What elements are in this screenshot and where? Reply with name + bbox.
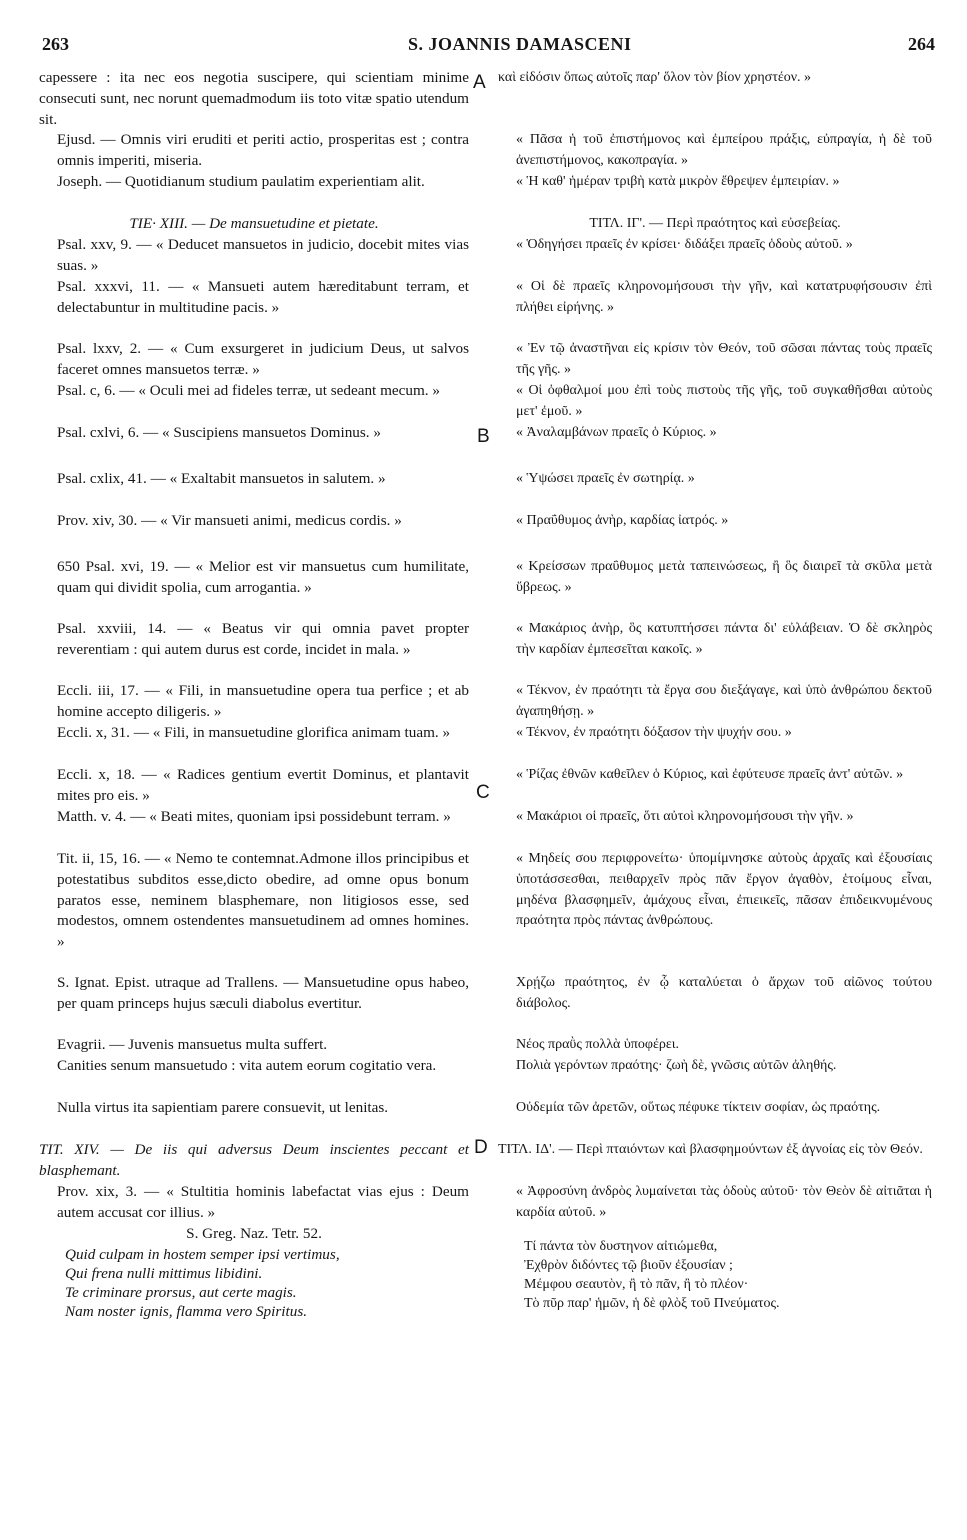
paragraph: 650 Psal. xvi, 19. — « Melior est vir mansuetus cum humilitate, quam qui dividit spolia, cum arrogantia. »: [57, 558, 469, 596]
paragraph: « Τέκνον, ἐν πραότητι τὰ ἔργα σου διεξάγαγε, καὶ ὑπὸ ἀνθρώπου δεκτοῦ ἀγαπηθήσῃ. »: [516, 683, 932, 719]
paragraph: « Κρείσσων πραΰθυμος μετὰ ταπεινώσεως, ἢ ὃς διαιρεῖ τὰ σκῦλα μετὰ ὕβρεως. »: [516, 559, 932, 595]
paragraph: capessere : ita nec eos negotia suscipere, qui scientiam minime consecuti sunt, nec norunt quemadmodum iis toto vitæ spatio utendum sit.: [39, 69, 469, 128]
paragraph: Prov. xix, 3. — « Stultitia hominis labefactat vias ejus : Deum autem accusat cor illius. »: [57, 1183, 469, 1221]
margin-marker-b: B: [477, 426, 490, 447]
paragraph: Evagrii. — Juvenis mansuetus multa suffert.: [57, 1036, 328, 1053]
page-number-left: 263: [42, 34, 69, 54]
paragraph: Οὐδεμία τῶν ἀρετῶν, οὕτως πέφυκε τίκτειν σοφίαν, ὡς πραότης.: [516, 1100, 881, 1115]
paragraph: Eccli. x, 31. — « Fili, in mansuetudine glorifica animam tuam. »: [57, 724, 451, 741]
margin-marker-a: A: [473, 72, 486, 93]
verse-line: Τὸ πῦρ παρ' ἡμῶν, ἡ δὲ φλὸξ τοῦ Πνεύματος.: [524, 1296, 780, 1311]
paragraph: Psal. cxlvi, 6. — « Suscipiens mansuetos Dominus. »: [57, 424, 381, 441]
paragraph: Psal. lxxv, 2. — « Cum exsurgeret in judicium Deus, ut salvos faceret omnes mansuetos terræ. »: [57, 340, 469, 378]
verse-line: Te criminare prorsus, aut certe magis.: [65, 1284, 297, 1301]
paragraph: « Πραΰθυμος ἀνὴρ, καρδίας ἰατρός. »: [516, 513, 729, 528]
paragraph: Χρῄζω πραότητος, ἐν ᾧ καταλύεται ὁ ἄρχων τοῦ αἰῶνος τούτου διάβολος.: [516, 975, 932, 1011]
paragraph: Eccli. x, 18. — « Radices gentium evertit Dominus, et plantavit mites pro eis. »: [57, 766, 469, 804]
paragraph: « Ἀναλαμβάνων πραεῖς ὁ Κύριος. »: [516, 425, 717, 440]
paragraph: Πολιὰ γερόντων πραότης· ζωὴ δὲ, γνῶσις αὐτῶν ἀληθής.: [516, 1058, 837, 1073]
paragraph: Psal. xxviii, 14. — « Beatus vir qui omnia pavet propter reverentiam : qui autem durus est corde, incidet in mala. »: [57, 620, 469, 658]
paragraph: « Ἀφροσύνη ἀνδρὸς λυμαίνεται τὰς ὁδοὺς αὐτοῦ· τὸν Θεὸν δὲ αἰτιᾶται ἡ καρδία αὐτοῦ. »: [516, 1184, 932, 1220]
section-title: TIT. XIV. — De iis qui adversus Deum inscientes peccant et blasphemant.: [39, 1141, 469, 1179]
paragraph: Psal. xxv, 9. — « Deducet mansuetos in judicio, docebit mites vias suas. »: [57, 236, 469, 274]
verse-line: Nam noster ignis, flamma vero Spiritus.: [65, 1303, 308, 1320]
margin-marker-c: C: [476, 782, 490, 803]
paragraph: « Μακάριος ἀνὴρ, ὃς κατυπτήσσει πάντα δι' εὐλάβειαν. Ὁ δὲ σκληρὸς τὴν καρδίαν ἐμπεσεῖται κακοῖς. »: [516, 621, 932, 657]
paragraph: Νέος πραῢς πολλὰ ὑποφέρει.: [516, 1037, 679, 1052]
verse-line: Quid culpam in hostem semper ipsi vertimus,: [65, 1246, 340, 1263]
paragraph: Psal. xxxvi, 11. — « Mansueti autem hæreditabunt terram, et delectabuntur in multitudine pacis. »: [57, 278, 469, 316]
page-header: [30, 34, 935, 58]
paragraph: « Πᾶσα ἡ τοῦ ἐπιστήμονος καὶ ἐμπείρου πράξις, εὐπραγία, ἡ δὲ τοῦ ἀνεπιστήμονος, κακοπραγία. »: [516, 132, 932, 168]
paragraph: « Ὑψώσει πραεῖς ἐν σωτηρίᾳ. »: [516, 471, 695, 486]
paragraph: « Τέκνον, ἐν πραότητι δόξασον τὴν ψυχήν σου. »: [516, 725, 792, 740]
paragraph: « Ῥίζας ἐθνῶν καθεῖλεν ὁ Κύριος, καὶ ἐφύτευσε πραεῖς ἀντ' αὐτῶν. »: [516, 767, 904, 782]
greek-column: [498, 68, 932, 1313]
paragraph: Matth. v. 4. — « Beati mites, quoniam ipsi possidebunt terram. »: [57, 808, 451, 825]
paragraph: « Οἱ ὀφθαλμοί μου ἐπὶ τοὺς πιστοὺς τῆς γῆς, τοῦ συγκαθῆσθαι αὐτοὺς μετ' ἐμοῦ. »: [516, 383, 932, 419]
section-title: ΤΙΤΛ. ΙΔ'. — Περὶ πταιόντων καὶ βλασφημούντων ἐξ ἀγνοίας εἰς τὸν Θεόν.: [498, 1142, 923, 1157]
paragraph: Joseph. — Quotidianum studium paulatim experientiam alit.: [57, 173, 425, 190]
page-number-right: 264: [908, 34, 935, 54]
paragraph: « Οἱ δὲ πραεῖς κληρονομήσουσι τὴν γῆν, καὶ κατατρυφήσουσιν ἐπὶ πλήθει εἰρήνης. »: [516, 279, 932, 315]
section-title: TIE· XIII. — De mansuetudine et pietate.: [129, 215, 379, 232]
verse-line: Qui frena nulli mittimus libidini.: [65, 1265, 263, 1282]
paragraph: « Μηδείς σου περιφρονείτω· ὑπομίμνησκε αὐτοὺς ἀρχαῖς καὶ ἐξουσίαις ὑποτάσσεσθαι, πειθαρχεῖν πρὸς πᾶν ἔργον ἀγαθὸν, ἑτοίμους εἶναι, μηδένα βλασφημεῖν, ἀμάχους εἶναι, ἐπιεικεῖς, πᾶσαν ἐπιδεικνυμένους πραότητα πρὸς πάντας ἀνθρώπους.: [516, 851, 932, 929]
verse-line: Τί πάντα τὸν δυστηνον αἰτιώμεθα,: [524, 1239, 718, 1254]
paragraph: Psal. cxlix, 41. — « Exaltabit mansuetos in salutem. »: [57, 470, 386, 487]
paragraph: « Ἡ καθ' ἡμέραν τριβὴ κατὰ μικρὸν ἔθρεψεν ἐμπειρίαν. »: [516, 174, 840, 189]
paragraph: « Μακάριοι οἱ πραεῖς, ὅτι αὐτοὶ κληρονομήσουσι τὴν γῆν. »: [516, 809, 854, 824]
paragraph: Psal. c, 6. — « Oculi mei ad fideles terræ, ut sedeant mecum. »: [57, 382, 440, 399]
verse-line: Ἐχθρὸν διδόντες τῷ βιοῦν ἐξουσίαν ;: [524, 1258, 733, 1273]
paragraph: « Ὁδηγήσει πραεῖς ἐν κρίσει· διδάξει πραεῖς ὁδοὺς αὐτοῦ. »: [516, 237, 853, 252]
paragraph: Ejusd. — Omnis viri eruditi et periti actio, prosperitas est ; contra omnis imperiti, miseria.: [57, 131, 469, 169]
paragraph: Eccli. iii, 17. — « Fili, in mansuetudine opera tua perfice ; et ab homine accepto diligeris. »: [57, 682, 469, 720]
paragraph: S. Ignat. Epist. utraque ad Trallens. — Mansuetudine opus habeo, per quam princeps hujus sæculi diabolus evertitur.: [57, 974, 469, 1012]
running-title: S. JOANNIS DAMASCENI: [408, 34, 632, 54]
paragraph: Canities senum mansuetudo : vita autem eorum cogitatio vera.: [57, 1057, 437, 1074]
section-title: ΤΙΤΛ. ΙΓ'. — Περὶ πραότητος καὶ εὐσεβείας.: [589, 216, 841, 231]
paragraph: Nulla virtus ita sapientiam parere consuevit, ut lenitas.: [57, 1099, 389, 1116]
paragraph: Tit. ii, 15, 16. — « Nemo te contemnat.Admone illos principibus et potestatibus subditos esse,dicto obedire, ad omne opus bonum paratos esse, neminem blasphemare, non litigiosos esse, sed modestos, omnem ostendentes mansuetudinem ad omnes homines. »: [57, 850, 469, 951]
paragraph: Prov. xiv, 30. — « Vir mansueti animi, medicus cordis. »: [57, 512, 402, 529]
paragraph: καὶ εἰδόσιν ὅπως αὐτοῖς παρ' ὅλον τὸν βίον χρηστέον. »: [498, 70, 812, 85]
latin-column: [39, 68, 469, 1321]
attribution: S. Greg. Naz. Tetr. 52.: [186, 1225, 322, 1242]
verse-line: Μέμφου σεαυτὸν, ἢ τὸ πᾶν, ἢ τὸ πλέον·: [524, 1277, 749, 1292]
paragraph: « Ἐν τῷ ἀναστῆναι εἰς κρίσιν τὸν Θεόν, τοῦ σῶσαι πάντας τοὺς πραεῖς τῆς γῆς. »: [516, 341, 932, 377]
margin-marker-d: D: [474, 1137, 488, 1158]
